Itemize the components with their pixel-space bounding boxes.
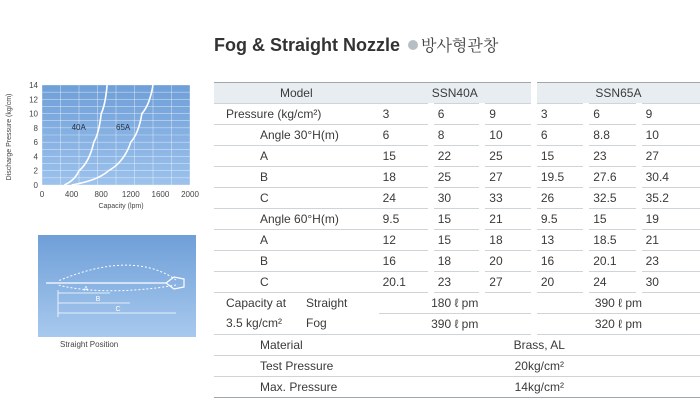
table-row	[214, 104, 700, 125]
header-ssn40a: SSN40A	[379, 83, 534, 104]
row-value: 9	[639, 104, 700, 125]
y-tick: 0	[33, 181, 38, 190]
row-value: 6	[431, 104, 483, 125]
spec-value: 20kg/cm²	[379, 356, 700, 377]
page-title	[214, 33, 498, 56]
diagram-caption: Straight Position	[60, 340, 119, 349]
row-value: 23	[639, 251, 700, 272]
row-value: 19	[639, 209, 700, 230]
row-value: 15	[431, 209, 483, 230]
table-header-row	[214, 83, 700, 104]
capacity-row-straight	[214, 293, 700, 314]
table-row	[214, 146, 700, 167]
row-value: 27.6	[586, 167, 638, 188]
y-tick: 10	[29, 109, 38, 119]
row-value: 30	[639, 272, 700, 293]
row-value: 20.1	[586, 251, 638, 272]
row-value: 20	[534, 272, 586, 293]
spec-table	[214, 82, 700, 398]
series-label-40a: 40A	[71, 123, 86, 132]
row-value: 24	[379, 188, 431, 209]
straight-65a: 390 ℓ pm	[534, 293, 700, 314]
row-value: 12	[379, 230, 431, 251]
row-value: 19.5	[534, 167, 586, 188]
table-row	[214, 188, 700, 209]
dimension-label-b: B	[95, 296, 101, 303]
row-value: 30.4	[639, 167, 700, 188]
title-korean: 방사형관창	[421, 38, 499, 55]
row-value: 30	[431, 188, 483, 209]
spec-label: Material	[214, 335, 379, 356]
row-value: 27	[639, 146, 700, 167]
row-value: 25	[431, 167, 483, 188]
row-value: 10	[482, 125, 534, 146]
y-axis-label: Discharge Pressure (kg/cm)	[6, 93, 13, 181]
series-label-65a: 65A	[116, 123, 131, 132]
row-value: 21	[482, 209, 534, 230]
row-value: 9.5	[534, 209, 586, 230]
row-value: 8	[431, 125, 483, 146]
capacity-label-cell	[214, 293, 379, 335]
straight-position-diagram	[38, 235, 196, 337]
y-tick: 8	[33, 123, 38, 133]
row-value: 18	[431, 251, 483, 272]
row-value: 27	[482, 167, 534, 188]
row-label: A	[214, 146, 379, 167]
row-value: 15	[431, 230, 483, 251]
x-tick: 1200	[121, 190, 140, 199]
row-value: 35.2	[639, 188, 700, 209]
y-tick-labels	[29, 81, 38, 190]
x-tick: 2000	[181, 190, 199, 199]
row-label: Angle 60°H(m)	[214, 209, 379, 230]
row-value: 33	[482, 188, 534, 209]
row-label: C	[214, 272, 379, 293]
y-tick: 6	[33, 138, 38, 148]
row-label: B	[214, 251, 379, 272]
row-value: 18	[379, 167, 431, 188]
header-model: Model	[214, 83, 379, 104]
y-tick: 12	[29, 95, 38, 105]
row-value: 20	[482, 251, 534, 272]
row-value: 6	[586, 104, 638, 125]
row-label: Pressure (kg/cm²)	[214, 104, 379, 125]
spec-value: Brass, AL	[379, 335, 700, 356]
bullet-dot-icon	[408, 40, 418, 50]
row-label: C	[214, 188, 379, 209]
row-value: 26	[534, 188, 586, 209]
fog-40a: 390 ℓ pm	[379, 314, 534, 335]
fog-label: Fog	[306, 316, 327, 330]
x-tick-labels	[40, 190, 200, 199]
spec-label: Max. Pressure	[214, 377, 379, 398]
row-value: 3	[379, 104, 431, 125]
row-value: 13	[534, 230, 586, 251]
x-tick: 1600	[151, 190, 170, 199]
row-value: 9.5	[379, 209, 431, 230]
row-value: 27	[482, 272, 534, 293]
spec-row-material	[214, 335, 700, 356]
row-value: 6	[379, 125, 431, 146]
row-value: 16	[379, 251, 431, 272]
straight-40a: 180 ℓ pm	[379, 293, 534, 314]
capacity-label-2: 3.5 kg/cm²	[226, 316, 283, 330]
row-value: 16	[534, 251, 586, 272]
x-tick: 400	[64, 190, 79, 199]
x-axis-label: Capacity (lpm)	[98, 203, 144, 210]
title-main: Fog & Straight Nozzle	[214, 35, 400, 55]
dimension-label-c: C	[115, 306, 121, 313]
row-value: 24	[586, 272, 638, 293]
x-tick: 0	[39, 190, 45, 199]
fog-65a: 320 ℓ pm	[534, 314, 700, 335]
x-tick: 800	[94, 190, 108, 199]
row-label: A	[214, 230, 379, 251]
row-value: 8.8	[586, 125, 638, 146]
table-row	[214, 272, 700, 293]
row-value: 25	[482, 146, 534, 167]
capacity-label-1: Capacity at	[226, 296, 287, 310]
row-value: 10	[639, 125, 700, 146]
table-row	[214, 230, 700, 251]
row-value: 21	[639, 230, 700, 251]
spec-value: 14kg/cm²	[379, 377, 700, 398]
row-value: 3	[534, 104, 586, 125]
pressure-capacity-chart	[0, 80, 200, 215]
spec-label: Test Pressure	[214, 356, 379, 377]
row-value: 23	[586, 146, 638, 167]
y-tick: 14	[29, 81, 38, 90]
row-value: 15	[586, 209, 638, 230]
row-value: 9	[482, 104, 534, 125]
row-value: 20.1	[379, 272, 431, 293]
table-row	[214, 251, 700, 272]
row-value: 15	[379, 146, 431, 167]
row-label: Angle 30°H(m)	[214, 125, 379, 146]
straight-label: Straight	[306, 296, 348, 310]
row-value: 18.5	[586, 230, 638, 251]
y-tick: 2	[33, 166, 38, 176]
row-value: 15	[534, 146, 586, 167]
header-ssn65a: SSN65A	[534, 83, 700, 104]
row-value: 32.5	[586, 188, 638, 209]
row-value: 6	[534, 125, 586, 146]
row-value: 23	[431, 272, 483, 293]
spec-row-test-pressure	[214, 356, 700, 377]
row-value: 18	[482, 230, 534, 251]
table-row	[214, 209, 700, 230]
row-label: B	[214, 167, 379, 188]
table-row	[214, 125, 700, 146]
table-row	[214, 167, 700, 188]
dimension-label-a: A	[83, 286, 89, 293]
spec-row-max-pressure	[214, 377, 700, 398]
row-value: 22	[431, 146, 483, 167]
y-tick: 4	[33, 152, 38, 162]
